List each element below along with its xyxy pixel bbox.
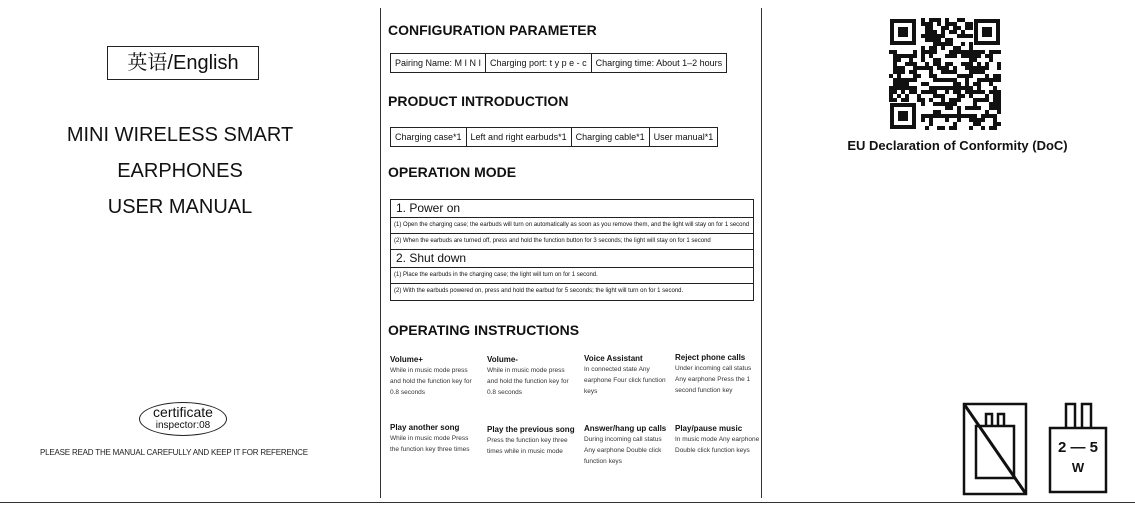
instruction-item — [390, 422, 478, 455]
instruction-desc: Under incoming call status Any earphone Press the 1 second function key — [675, 365, 752, 394]
instruction-item — [675, 423, 763, 456]
instruction-desc: During incoming call status Any earphone Double click function keys — [584, 436, 662, 465]
power-unit-text: W — [1071, 460, 1085, 475]
operation-table — [390, 199, 754, 301]
instruction-desc: In music mode Any earphone Double click function keys — [675, 436, 760, 454]
power-on-step: (2) When the earbuds are turned off, press and hold the function button for 3 seconds; the light will stay on for 1 second — [391, 234, 753, 250]
instruction-item — [487, 354, 575, 398]
certificate-stamp — [139, 402, 227, 436]
shut-down-step: (1) Place the earbuds in the charging case; the light will turn on for 1 second. — [391, 268, 753, 284]
footer-note: PLEASE READ THE MANUAL CAREFULLY AND KEEP IT FOR REFERENCE — [40, 448, 308, 457]
intro-table — [390, 127, 718, 147]
inspector-text: inspector:08 — [155, 420, 211, 431]
instruction-desc: In connected state Any earphone Four click function keys — [584, 366, 666, 395]
intro-cell: Left and right earbuds*1 — [466, 128, 571, 146]
certificate-text: certificate — [153, 404, 213, 420]
config-cell: Charging time: About 1–2 hours — [591, 54, 727, 72]
instruction-desc: While in music mode press and hold the function key for 0.8 seconds — [390, 367, 472, 396]
left-divider — [380, 8, 381, 498]
language-label: 英语/English — [107, 46, 259, 80]
instruction-title: Volume- — [487, 355, 518, 364]
no-charger-included-icon — [962, 402, 1028, 496]
instruction-desc: Press the function key three times while in music mode — [487, 437, 568, 455]
instruction-title: Play/pause music — [675, 424, 743, 433]
intro-cell: Charging case*1 — [395, 132, 462, 142]
instruction-item — [584, 423, 672, 467]
instruction-item — [675, 352, 763, 396]
power-on-title: 1. Power on — [391, 200, 753, 218]
doc-label: EU Declaration of Conformity (DoC) — [847, 138, 1068, 153]
instruction-desc: While in music mode Press the function key three times — [390, 435, 470, 453]
instructions-heading: OPERATING INSTRUCTIONS — [388, 322, 580, 338]
intro-heading: PRODUCT INTRODUCTION — [388, 93, 569, 109]
config-heading: CONFIGURATION PARAMETER — [388, 22, 597, 38]
instruction-desc: While in music mode press and hold the function key for 0.8 seconds — [487, 367, 569, 396]
config-cell: Charging port: t y p e - c — [485, 54, 591, 72]
charger-power-rating-icon — [1046, 402, 1110, 496]
operation-heading: OPERATION MODE — [388, 164, 517, 180]
config-table — [390, 53, 727, 73]
qr-code-icon — [888, 17, 1002, 131]
intro-cell: Charging cable*1 — [571, 128, 649, 146]
instruction-title: Answer/hang up calls — [584, 424, 667, 433]
instruction-title: Voice Assistant — [584, 354, 643, 363]
instruction-title: Volume+ — [390, 355, 423, 364]
title-line-3: USER MANUAL — [107, 196, 253, 218]
shut-down-title: 2. Shut down — [391, 250, 753, 268]
instruction-title: Reject phone calls — [675, 353, 746, 362]
title-line-1: MINI WIRELESS SMART — [66, 124, 294, 146]
instruction-item — [584, 353, 672, 397]
shut-down-step: (2) With the earbuds powered on, press and hold the earbud for 5 seconds; the light will turn on for 1 second. — [394, 288, 684, 294]
instruction-item — [487, 424, 575, 457]
instruction-title: Play the previous song — [487, 425, 575, 434]
power-on-step: (1) Open the charging case; the earbuds will turn on automatically as soon as you remove them, and the light will stay on for 1 second — [391, 218, 753, 234]
instruction-item — [390, 354, 478, 398]
intro-cell: User manual*1 — [649, 128, 718, 146]
instruction-title: Play another song — [390, 423, 460, 432]
power-range-text: 2 — 5 — [1057, 439, 1099, 456]
title-line-2: EARPHONES — [117, 160, 243, 182]
bottom-rule — [0, 502, 1135, 503]
config-cell: Pairing Name: M I N I — [395, 58, 482, 68]
